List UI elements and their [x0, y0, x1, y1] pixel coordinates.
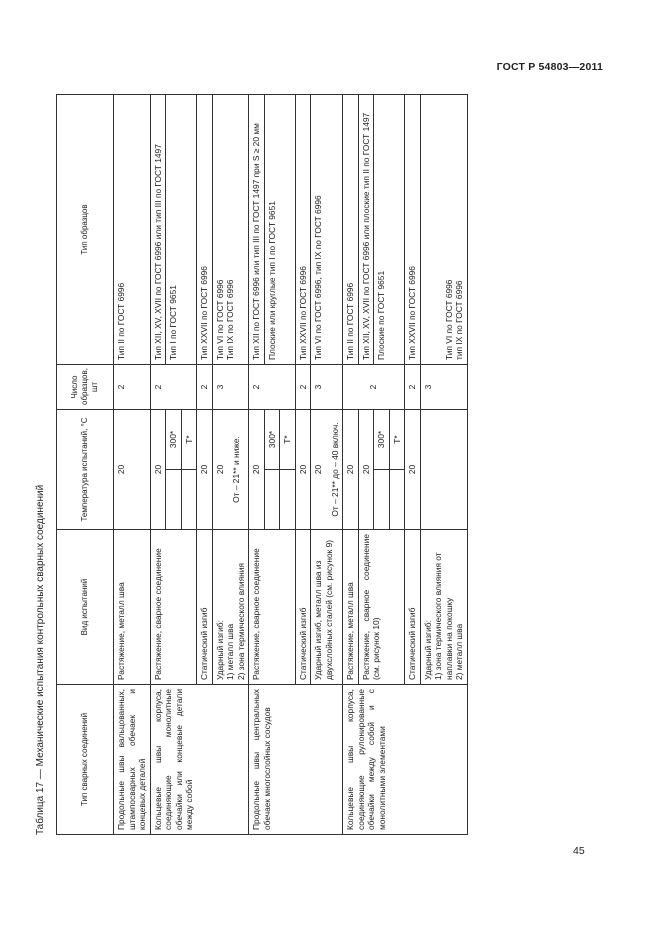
count-cell: 2: [295, 365, 311, 410]
sample-type-cell: Тип II по ГОСТ 6996: [343, 95, 359, 365]
table-row: [114, 95, 151, 835]
count-cell: 2: [150, 365, 197, 410]
table-header-row: [57, 95, 114, 835]
sample-type-cell: Тип XII по ГОСТ 6996 или тип III по ГОСТ 1497 при S ≥ 20 мм: [249, 95, 265, 365]
sample-type-cell: Плоские или круглые тип I по ГОСТ 9651: [264, 95, 295, 365]
temperature-cell: 300*: [166, 410, 182, 470]
col-header-test-kind: Вид испытаний: [57, 530, 114, 685]
count-cell: 2: [405, 365, 421, 410]
sample-type-cell: Тип VI по ГОСТ 6996 тип IX по ГОСТ 6996: [420, 95, 467, 365]
temperature-cell: 300*: [264, 410, 280, 470]
count-cell: 2: [197, 365, 213, 410]
temperature-value: 20: [313, 464, 323, 475]
count-cell: 2: [249, 365, 296, 410]
temperature-cell: Т*: [181, 410, 197, 470]
table-row: [343, 95, 359, 835]
test-kind-cell: Растяжение, сварное соединение: [249, 530, 296, 685]
test-kind-cell: Растяжение, металл шва: [343, 530, 359, 685]
temperature-cell: [311, 410, 343, 530]
sample-type-cell: Тип XII, XV, XVII по ГОСТ 6996 или плоские тип II по ГОСТ 1497: [358, 95, 374, 365]
count-cell: 3: [212, 365, 249, 410]
joint-type-cell: Кольцевые швы корпуса, соединяющие монолитные обечайки или концевые детали между собой: [150, 685, 249, 835]
temperature-cell: Т*: [389, 410, 405, 470]
temperature-cell: 20: [295, 410, 311, 530]
sample-type-cell: Тип VI по ГОСТ 6996 Тип IX по ГОСТ 6996: [212, 95, 249, 365]
sample-type-cell: Тип XII, XV, XVII по ГОСТ 6996 или тип III по ГОСТ 1497: [150, 95, 166, 365]
temperature-cell: [212, 410, 249, 530]
sample-type-cell: Тип II по ГОСТ 6996: [114, 95, 151, 365]
temperature-cell: [420, 410, 467, 530]
temperature-value: От – 21** до – 40 включ.: [329, 422, 340, 517]
temperature-cell: 20: [249, 410, 265, 530]
col-header-joint-type: Тип сварных соединений: [57, 685, 114, 835]
temperature-cell: 20: [114, 410, 151, 530]
temperature-value: 20: [214, 464, 225, 475]
sample-type-cell: Тип XXVII по ГОСТ 6996: [197, 95, 213, 365]
standard-code: ГОСТ Р 54803—2011: [496, 61, 603, 73]
test-kind-cell: Статический изгиб: [405, 530, 421, 685]
col-header-temperature: Температура испытаний, °С: [57, 410, 114, 530]
joint-type-cell: Продольные швы вальцованных, штампосварных обечаек и концевых деталей: [114, 685, 151, 835]
joint-type-cell: Продольные швы центральных обечаек многослойных сосудов: [249, 685, 343, 835]
test-kind-cell: Ударный изгиб: 1) зона термического влияния от наплавки на покошку 2) металл шва: [420, 530, 467, 685]
sample-type-cell: Тип XXVII по ГОСТ 6996: [405, 95, 421, 365]
count-cell: 3: [420, 365, 467, 410]
temperature-cell: Т*: [280, 410, 296, 470]
count-cell: 3: [311, 365, 343, 410]
rotated-content: [35, 95, 555, 835]
test-kind-cell: Статический изгиб: [197, 530, 213, 685]
page-number: 45: [573, 845, 585, 857]
count-cell: 2: [343, 365, 405, 410]
table-row: [150, 95, 166, 835]
test-kind-cell: Растяжение, сварное соединение: [150, 530, 197, 685]
col-header-sample-count: Число образцов, шт: [57, 365, 114, 410]
temperature-value: От – 21** и ниже.: [231, 436, 241, 503]
test-kind-cell: Статический изгиб: [295, 530, 311, 685]
mechanical-tests-table: [56, 94, 468, 835]
sample-type-cell: Тип I по ГОСТ 9651: [166, 95, 197, 365]
temperature-cell: 20: [343, 410, 359, 530]
temperature-cell: 300*: [374, 410, 390, 470]
temperature-cell: 20: [358, 410, 374, 530]
sample-type-cell: Тип XXVII по ГОСТ 6996: [295, 95, 311, 365]
temperature-cell: 20: [150, 410, 166, 530]
test-kind-cell: Растяжение, сварное соединение (см. рисунок 10): [358, 530, 405, 685]
table-row: [249, 95, 265, 835]
col-header-sample-type: Тип образцов: [57, 95, 114, 365]
sample-type-cell: Плоские по ГОСТ 9651: [374, 95, 405, 365]
joint-type-cell: Кольцевые швы корпуса, соединяющие рулонированные обечайки между собой и с монолитными элементами: [343, 685, 468, 835]
temperature-cell: 20: [197, 410, 213, 530]
test-kind-cell: Ударный изгиб: 1) металл шва 2) зона термического влияния: [212, 530, 249, 685]
count-cell: 2: [114, 365, 151, 410]
test-kind-cell: Ударный изгиб, металл шва из двухслойных сталей (см. рисунок 9): [311, 530, 343, 685]
test-kind-cell: Растяжение, металл шва: [114, 530, 151, 685]
table-caption: Таблица 17 — Механические испытания контрольных сварных соединений: [35, 484, 46, 835]
temperature-cell: 20: [405, 410, 421, 530]
sample-type-cell: Тип VI по ГОСТ 6996, тип IX по ГОСТ 6996: [311, 95, 343, 365]
